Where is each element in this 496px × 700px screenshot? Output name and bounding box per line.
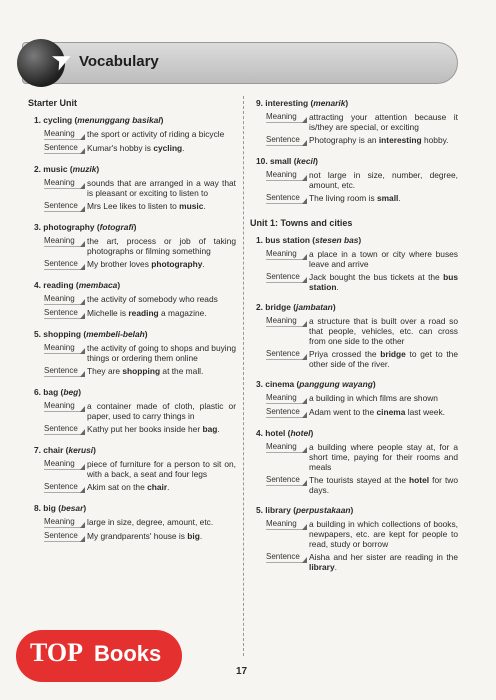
meaning-text: a place in a town or city where buses leave and arrive	[309, 249, 458, 269]
meaning-label: Meaning	[266, 393, 306, 404]
meaning-label: Meaning	[266, 249, 306, 260]
sentence-text: The living room is small.	[309, 193, 401, 203]
sentence-label: Sentence	[44, 308, 84, 319]
meaning-label: Meaning	[44, 236, 84, 247]
meaning-text: the activity of somebody who reads	[87, 294, 218, 304]
entry-headword: 1. cycling (menunggang basikal)	[34, 115, 164, 125]
sentence-row	[266, 475, 458, 495]
sentence-text: They are shopping at the mall.	[87, 366, 204, 376]
meaning-text: the sport or activity of riding a bicycle	[87, 129, 225, 139]
logo-top-text: TOP	[30, 638, 83, 667]
sentence-label: Sentence	[266, 193, 306, 204]
sentence-label: Sentence	[266, 552, 306, 563]
sentence-row	[44, 259, 236, 270]
vocab-entry	[250, 235, 458, 292]
sentence-text: Aisha and her sister are reading in the library.	[309, 552, 458, 572]
meaning-text: a building in which collections of books, newpapers, etc. are kept for people to read, study or borrow	[309, 519, 458, 549]
vocab-entry	[28, 115, 236, 154]
sentence-keyword: music	[179, 201, 204, 211]
meaning-label: Meaning	[44, 343, 84, 354]
sentence-label: Sentence	[44, 531, 84, 542]
entry-headword: 2. music (muzik)	[34, 164, 100, 174]
sentence-label: Sentence	[44, 143, 84, 154]
meaning-text: a container made of cloth, plastic or paper, used to carry things in	[87, 401, 236, 421]
meaning-row	[44, 294, 236, 305]
sentence-text: Priya crossed the bridge to get to the other side of the river.	[309, 349, 458, 369]
malay-translation: panggung wayang	[299, 379, 373, 389]
malay-translation: menunggang basikal	[77, 115, 161, 125]
vocab-entry	[250, 428, 458, 495]
vocab-entry	[28, 387, 236, 435]
page-number: 17	[236, 666, 248, 677]
sentence-row	[44, 482, 236, 493]
sentence-keyword: bridge	[380, 349, 406, 359]
meaning-row	[44, 129, 236, 140]
meaning-label: Meaning	[266, 170, 306, 181]
meaning-row	[266, 316, 458, 346]
sentence-row	[266, 407, 458, 418]
meaning-label: Meaning	[266, 442, 306, 453]
vocab-entry	[28, 503, 236, 542]
sentence-keyword: small	[376, 193, 399, 203]
meaning-text: a building where people stay at, for a short time, paying for their rooms and meals	[309, 442, 458, 472]
malay-translation: membeli-belah	[86, 329, 145, 339]
vocab-entry	[28, 280, 236, 319]
malay-translation: besar	[61, 503, 84, 513]
sentence-keyword: shopping	[122, 366, 161, 376]
sentence-label: Sentence	[44, 482, 84, 493]
sentence-label: Sentence	[266, 135, 306, 146]
meaning-row	[266, 170, 458, 190]
sentence-row	[44, 424, 236, 435]
sentence-label: Sentence	[266, 475, 306, 486]
entry-headword: 5. library (perpustakaan)	[256, 505, 354, 515]
sentence-label: Sentence	[266, 272, 306, 283]
malay-translation: kerusi	[68, 445, 94, 455]
sentence-keyword: library	[309, 562, 335, 572]
vocab-entry	[28, 222, 236, 270]
right-column	[250, 98, 458, 582]
unit-heading: Starter Unit	[28, 98, 78, 108]
sentence-text: Jack bought the bus tickets at the bus station.	[309, 272, 458, 292]
vocab-entry	[28, 329, 236, 377]
logo-books-text: Books	[94, 641, 162, 666]
meaning-row	[44, 236, 236, 256]
malay-translation: perpustakaan	[296, 505, 351, 515]
sentence-text: Adam went to the cinema last week.	[309, 407, 445, 417]
entry-headword: 2. bridge (jambatan)	[256, 302, 336, 312]
meaning-text: not large in size, number, degree, amount, etc.	[309, 170, 458, 190]
entry-headword: 7. chair (kerusi)	[34, 445, 96, 455]
vocab-entry	[250, 98, 458, 146]
malay-translation: jambatan	[296, 302, 333, 312]
entry-headword: 10. small (kecil)	[256, 156, 318, 166]
sentence-keyword: bag	[202, 424, 218, 434]
sentence-text: Mrs Lee likes to listen to music.	[87, 201, 206, 211]
meaning-label: Meaning	[266, 519, 306, 530]
topbooks-logo	[16, 630, 182, 682]
page-title: Vocabulary	[79, 53, 159, 70]
sentence-keyword: interesting	[378, 135, 422, 145]
sentence-row	[266, 193, 458, 204]
sentence-row	[44, 531, 236, 542]
malay-translation: hotel	[290, 428, 311, 438]
sentence-text: Photography is an interesting hobby.	[309, 135, 449, 145]
vocab-entry	[250, 505, 458, 572]
sentence-keyword: bus station	[309, 272, 458, 292]
left-column	[28, 98, 236, 552]
meaning-text: sounds that are arranged in a way that is pleasant or exciting to listen to	[87, 178, 236, 198]
entry-headword: 4. hotel (hotel)	[256, 428, 314, 438]
malay-translation: kecil	[296, 156, 316, 166]
sentence-keyword: hotel	[409, 475, 430, 485]
malay-translation: menarik	[313, 98, 346, 108]
sentence-row	[266, 552, 458, 572]
sentence-row	[266, 272, 458, 292]
malay-translation: stesen bas	[315, 235, 359, 245]
meaning-label: Meaning	[44, 517, 84, 528]
entry-headword: 4. reading (membaca)	[34, 280, 121, 290]
meaning-row	[266, 519, 458, 549]
sentence-label: Sentence	[44, 201, 84, 212]
sentence-keyword: photography	[151, 259, 203, 269]
vocab-entry	[28, 164, 236, 212]
sentence-keyword: cinema	[376, 407, 406, 417]
meaning-text: a building in which films are shown	[309, 393, 438, 403]
entry-headword: 8. big (besar)	[34, 503, 87, 513]
sentence-row	[44, 308, 236, 319]
malay-translation: fotografi	[99, 222, 134, 232]
sentence-label: Sentence	[44, 366, 84, 377]
entry-headword: 3. cinema (panggung wayang)	[256, 379, 376, 389]
entry-list	[250, 98, 458, 204]
meaning-text: attracting your attention because it is/they are special, or exciting	[309, 112, 458, 132]
entry-list	[28, 115, 236, 542]
vocabulary-banner	[22, 42, 458, 84]
sentence-text: Kathy put her books inside her bag.	[87, 424, 220, 434]
sentence-text: The tourists stayed at the hotel for two days.	[309, 475, 458, 495]
sentence-row	[44, 143, 236, 154]
sentence-keyword: chair	[147, 482, 168, 492]
sentence-label: Sentence	[266, 349, 306, 360]
sentence-row	[44, 366, 236, 377]
meaning-text: a structure that is built over a road so that people, vehicles, etc. can cross from one side to the other	[309, 316, 458, 346]
meaning-text: the art, process or job of taking photographs or filming something	[87, 236, 236, 256]
meaning-label: Meaning	[44, 294, 84, 305]
meaning-row	[44, 178, 236, 198]
meaning-label: Meaning	[44, 178, 84, 189]
meaning-text: piece of furniture for a person to sit on, with a back, a seat and four legs	[87, 459, 236, 479]
unit-heading: Unit 1: Towns and cities	[250, 218, 353, 228]
sentence-text: My grandparents' house is big.	[87, 531, 203, 541]
meaning-row	[44, 343, 236, 363]
meaning-label: Meaning	[266, 316, 306, 327]
meaning-label: Meaning	[44, 129, 84, 140]
meaning-row	[266, 442, 458, 472]
meaning-row	[44, 401, 236, 421]
entry-headword: 5. shopping (membeli-belah)	[34, 329, 148, 339]
vocab-entry	[250, 156, 458, 204]
sentence-label: Sentence	[44, 259, 84, 270]
sentence-keyword: big	[187, 531, 200, 541]
sentence-text: My brother loves photography.	[87, 259, 205, 269]
malay-translation: muzik	[72, 164, 97, 174]
vocab-entry	[250, 379, 458, 418]
malay-translation: membaca	[78, 280, 118, 290]
meaning-row	[266, 249, 458, 269]
meaning-row	[266, 393, 458, 404]
entry-list	[250, 235, 458, 572]
meaning-row	[44, 459, 236, 479]
sentence-keyword: reading	[128, 308, 159, 318]
entry-headword: 3. photography (fotografi)	[34, 222, 137, 232]
meaning-text: the activity of going to shops and buying things or ordering them online	[87, 343, 236, 363]
vocab-entry	[28, 445, 236, 493]
entry-headword: 1. bus station (stesen bas)	[256, 235, 362, 245]
meaning-row	[44, 517, 236, 528]
sentence-row	[44, 201, 236, 212]
entry-headword: 6. bag (beg)	[34, 387, 82, 397]
sentence-text: Akim sat on the chair.	[87, 482, 170, 492]
column-divider	[243, 96, 244, 656]
sentence-label: Sentence	[266, 407, 306, 418]
meaning-label: Meaning	[44, 459, 84, 470]
meaning-text: large in size, degree, amount, etc.	[87, 517, 214, 527]
sentence-text: Michelle is reading a magazine.	[87, 308, 207, 318]
sentence-row	[266, 135, 458, 146]
sentence-row	[266, 349, 458, 369]
sentence-text: Kumar's hobby is cycling.	[87, 143, 185, 153]
vocab-entry	[250, 302, 458, 369]
entry-headword: 9. interesting (menarik)	[256, 98, 349, 108]
meaning-row	[266, 112, 458, 132]
meaning-label: Meaning	[266, 112, 306, 123]
sentence-label: Sentence	[44, 424, 84, 435]
meaning-label: Meaning	[44, 401, 84, 412]
sentence-keyword: cycling	[153, 143, 183, 153]
malay-translation: beg	[63, 387, 79, 397]
arrow-icon: ➤	[48, 44, 76, 75]
